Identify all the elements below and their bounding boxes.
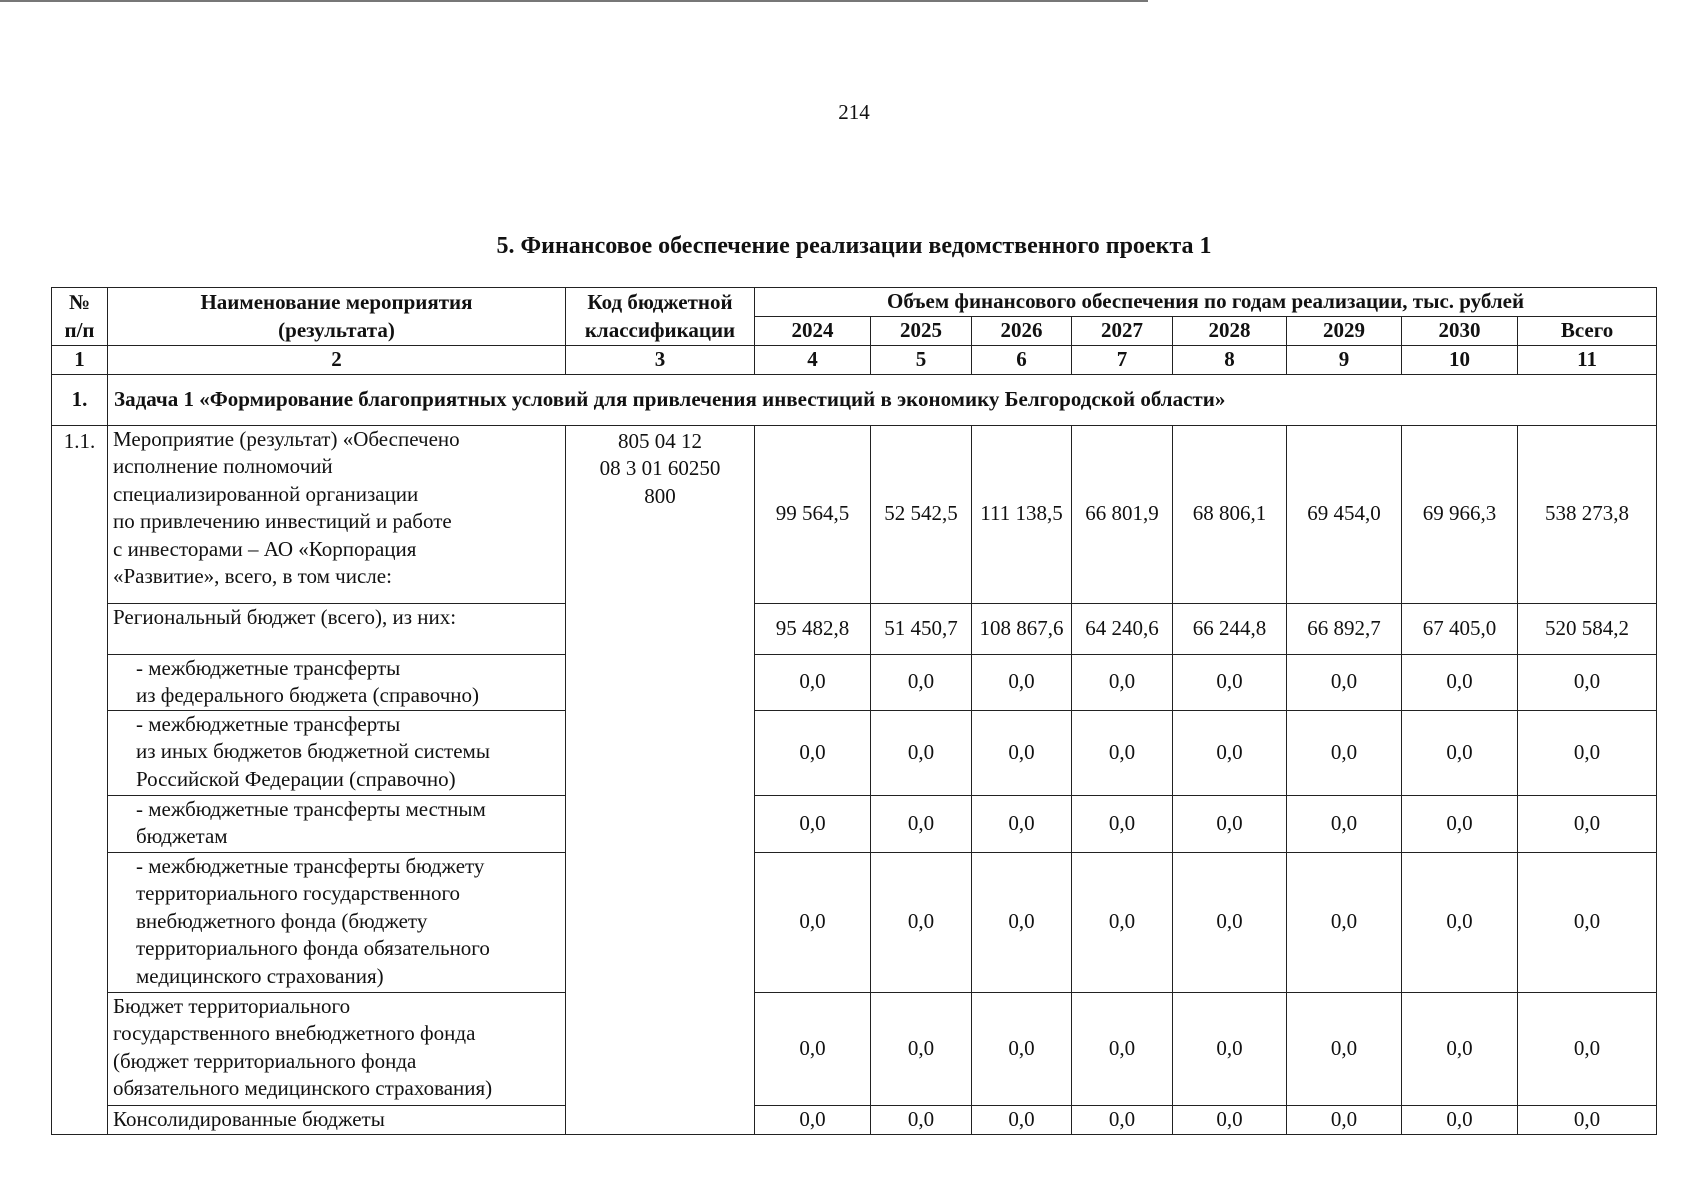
value-2025: 0,0 bbox=[871, 1105, 972, 1134]
column-number: 11 bbox=[1518, 346, 1657, 375]
value-2028: 68 806,1 bbox=[1173, 425, 1287, 603]
header-total: Всего bbox=[1518, 317, 1657, 346]
table-row bbox=[52, 992, 1657, 1105]
value-2025: 52 542,5 bbox=[871, 425, 972, 603]
header-code bbox=[566, 288, 755, 346]
value-2026: 0,0 bbox=[972, 795, 1072, 852]
value-2024: 0,0 bbox=[755, 1105, 871, 1134]
value-2024: 0,0 bbox=[755, 852, 871, 992]
value-2029: 0,0 bbox=[1287, 654, 1402, 710]
value-2027: 66 801,9 bbox=[1072, 425, 1173, 603]
value-2025: 0,0 bbox=[871, 795, 972, 852]
financing-table bbox=[51, 287, 1657, 1135]
row-label-line: исполнение полномочий bbox=[113, 454, 333, 478]
column-number: 6 bbox=[972, 346, 1072, 375]
row-label bbox=[108, 1105, 566, 1134]
row-label-line: Консолидированные бюджеты bbox=[113, 1106, 385, 1131]
value-2024: 0,0 bbox=[755, 992, 871, 1105]
row-label bbox=[108, 603, 566, 654]
row-label-line: бюджетам bbox=[136, 824, 228, 848]
value-2024: 95 482,8 bbox=[755, 603, 871, 654]
value-2026: 0,0 bbox=[972, 992, 1072, 1105]
task-text: Задача 1 «Формирование благоприятных условий для привлечения инвестиций в экономику Белгородской области» bbox=[108, 374, 1657, 425]
value-2026: 111 138,5 bbox=[972, 425, 1072, 603]
header-volume: Объем финансового обеспечения по годам реализации, тыс. рублей bbox=[755, 288, 1657, 317]
header-code-line-2: классификации bbox=[584, 317, 736, 342]
column-number: 8 bbox=[1173, 346, 1287, 375]
item-num: 1.1. bbox=[52, 425, 108, 1134]
value-2030: 0,0 bbox=[1402, 710, 1518, 795]
value-2026: 0,0 bbox=[972, 710, 1072, 795]
row-label-line: по привлечению инвестиций и работе bbox=[113, 509, 452, 533]
header-year-2027: 2027 bbox=[1072, 317, 1173, 346]
page-title: 5. Финансовое обеспечение реализации ведомственного проекта 1 bbox=[496, 233, 1212, 259]
header-year-2030: 2030 bbox=[1402, 317, 1518, 346]
header-num-line-2: п/п bbox=[64, 317, 95, 342]
column-number: 9 bbox=[1287, 346, 1402, 375]
value-2028: 0,0 bbox=[1173, 1105, 1287, 1134]
value-total: 538 273,8 bbox=[1518, 425, 1657, 603]
value-2027: 0,0 bbox=[1072, 654, 1173, 710]
value-2026: 108 867,6 bbox=[972, 603, 1072, 654]
value-2029: 0,0 bbox=[1287, 795, 1402, 852]
value-2030: 0,0 bbox=[1402, 992, 1518, 1105]
header-year-2028: 2028 bbox=[1173, 317, 1287, 346]
value-2030: 69 966,3 bbox=[1402, 425, 1518, 603]
row-label-line: - межбюджетные трансферты bbox=[136, 655, 401, 680]
value-2024: 99 564,5 bbox=[755, 425, 871, 603]
value-2028: 66 244,8 bbox=[1173, 603, 1287, 654]
header-name bbox=[108, 288, 566, 346]
header-name-line-2: (результата) bbox=[278, 317, 395, 342]
task-num: 1. bbox=[52, 374, 108, 425]
budget-code-line: 08 3 01 60250 bbox=[599, 456, 721, 480]
header-year-2024: 2024 bbox=[755, 317, 871, 346]
value-2029: 69 454,0 bbox=[1287, 425, 1402, 603]
value-2024: 0,0 bbox=[755, 795, 871, 852]
value-total: 520 584,2 bbox=[1518, 603, 1657, 654]
row-label bbox=[108, 992, 566, 1105]
header-num-line-1: № bbox=[68, 290, 91, 314]
row-label-line: специализированной организации bbox=[113, 481, 419, 506]
value-total: 0,0 bbox=[1518, 852, 1657, 992]
budget-code-line: 805 04 12 bbox=[618, 428, 702, 453]
row-label-line: территориального государственного bbox=[136, 881, 461, 905]
row-label-line: Региональный бюджет (всего), из них: bbox=[113, 604, 457, 629]
table-row bbox=[52, 425, 1657, 603]
column-number: 3 bbox=[566, 346, 755, 375]
value-2028: 0,0 bbox=[1173, 654, 1287, 710]
value-2030: 0,0 bbox=[1402, 654, 1518, 710]
table-row bbox=[52, 710, 1657, 795]
column-number: 1 bbox=[52, 346, 108, 375]
value-2029: 0,0 bbox=[1287, 710, 1402, 795]
value-2030: 0,0 bbox=[1402, 852, 1518, 992]
header-year-2025: 2025 bbox=[871, 317, 972, 346]
row-label bbox=[108, 654, 566, 710]
column-number: 10 bbox=[1402, 346, 1518, 375]
header-year-2026: 2026 bbox=[972, 317, 1072, 346]
row-label bbox=[108, 710, 566, 795]
task-row bbox=[52, 374, 1657, 425]
value-2029: 0,0 bbox=[1287, 1105, 1402, 1134]
value-2025: 0,0 bbox=[871, 852, 972, 992]
column-number: 5 bbox=[871, 346, 972, 375]
value-2025: 51 450,7 bbox=[871, 603, 972, 654]
value-2027: 64 240,6 bbox=[1072, 603, 1173, 654]
row-label-line: - межбюджетные трансферты местным bbox=[136, 796, 486, 821]
value-2027: 0,0 bbox=[1072, 710, 1173, 795]
row-label-line: из иных бюджетов бюджетной системы bbox=[136, 739, 490, 763]
value-2029: 66 892,7 bbox=[1287, 603, 1402, 654]
row-label-line: территориального фонда обязательного bbox=[136, 936, 490, 960]
value-2029: 0,0 bbox=[1287, 852, 1402, 992]
value-2028: 0,0 bbox=[1173, 710, 1287, 795]
column-number: 4 bbox=[755, 346, 871, 375]
value-2027: 0,0 bbox=[1072, 1105, 1173, 1134]
table-row bbox=[52, 795, 1657, 852]
value-2027: 0,0 bbox=[1072, 795, 1173, 852]
row-label-line: Бюджет территориального bbox=[113, 993, 351, 1018]
value-2027: 0,0 bbox=[1072, 992, 1173, 1105]
header-row bbox=[52, 288, 1657, 317]
row-label-line: «Развитие», всего, в том числе: bbox=[113, 564, 392, 588]
row-label bbox=[108, 425, 566, 603]
row-label-line: медицинского страхования) bbox=[136, 963, 384, 988]
row-label-line: Мероприятие (результат) «Обеспечено bbox=[113, 426, 460, 451]
value-2027: 0,0 bbox=[1072, 852, 1173, 992]
header-num bbox=[52, 288, 108, 346]
header-name-line-1: Наименование мероприятия bbox=[200, 290, 473, 314]
column-numbers-row bbox=[52, 346, 1657, 375]
value-2025: 0,0 bbox=[871, 654, 972, 710]
value-total: 0,0 bbox=[1518, 710, 1657, 795]
value-total: 0,0 bbox=[1518, 1105, 1657, 1134]
budget-code-line: 800 bbox=[644, 483, 676, 508]
row-label-line: внебюджетного фонда (бюджету bbox=[136, 908, 428, 933]
value-2024: 0,0 bbox=[755, 710, 871, 795]
value-2026: 0,0 bbox=[972, 852, 1072, 992]
value-2025: 0,0 bbox=[871, 710, 972, 795]
table-row bbox=[52, 654, 1657, 710]
top-rule bbox=[0, 0, 1148, 2]
row-label-line: обязательного медицинского страхования) bbox=[113, 1076, 493, 1100]
page-number: 214 bbox=[838, 100, 870, 124]
value-2028: 0,0 bbox=[1173, 795, 1287, 852]
row-label-line: - межбюджетные трансферты bbox=[136, 711, 401, 736]
row-label-line: с инвесторами – АО «Корпорация bbox=[113, 536, 417, 561]
row-label bbox=[108, 795, 566, 852]
row-label-line: Российской Федерации (справочно) bbox=[136, 766, 456, 791]
column-number: 2 bbox=[108, 346, 566, 375]
header-year-2029: 2029 bbox=[1287, 317, 1402, 346]
row-label-line: (бюджет территориального фонда bbox=[113, 1048, 417, 1073]
value-total: 0,0 bbox=[1518, 992, 1657, 1105]
column-number: 7 bbox=[1072, 346, 1173, 375]
value-2026: 0,0 bbox=[972, 1105, 1072, 1134]
row-label bbox=[108, 852, 566, 992]
budget-code bbox=[566, 425, 755, 1134]
value-2030: 67 405,0 bbox=[1402, 603, 1518, 654]
value-2028: 0,0 bbox=[1173, 992, 1287, 1105]
value-2024: 0,0 bbox=[755, 654, 871, 710]
value-2026: 0,0 bbox=[972, 654, 1072, 710]
table-row bbox=[52, 603, 1657, 654]
row-label-line: - межбюджетные трансферты бюджету bbox=[136, 853, 485, 878]
value-2025: 0,0 bbox=[871, 992, 972, 1105]
value-2028: 0,0 bbox=[1173, 852, 1287, 992]
value-total: 0,0 bbox=[1518, 795, 1657, 852]
row-label-line: государственного внебюджетного фонда bbox=[113, 1021, 476, 1045]
header-code-line-1: Код бюджетной bbox=[587, 290, 733, 314]
value-2030: 0,0 bbox=[1402, 1105, 1518, 1134]
value-2030: 0,0 bbox=[1402, 795, 1518, 852]
table-row bbox=[52, 1105, 1657, 1134]
row-label-line: из федерального бюджета (справочно) bbox=[136, 683, 480, 707]
value-2029: 0,0 bbox=[1287, 992, 1402, 1105]
table-row bbox=[52, 852, 1657, 992]
value-total: 0,0 bbox=[1518, 654, 1657, 710]
